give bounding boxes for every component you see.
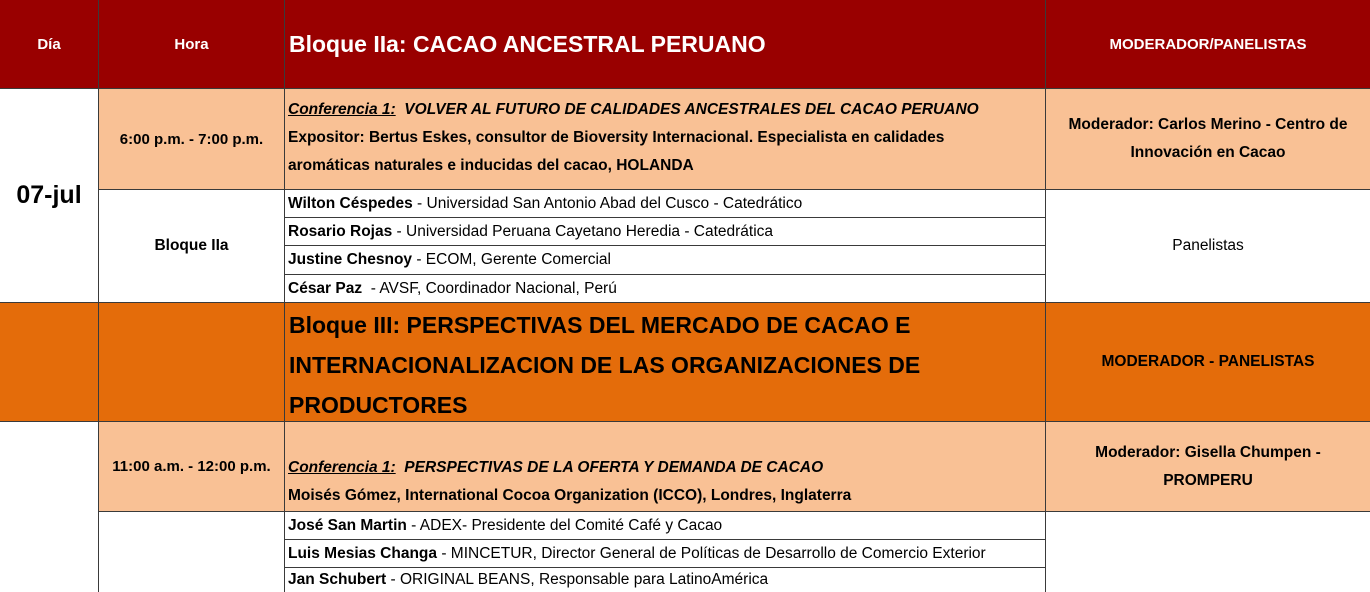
conference-speaker: Expositor: Bertus Eskes, consultor de Bioversity Internacional. Especialista en calidades — [288, 129, 945, 146]
panelist-name: César Paz — [288, 279, 367, 297]
panelist-name: Wilton Céspedes — [288, 194, 413, 212]
panelist-detail: - Universidad Peruana Cayetano Heredia - Catedrática — [392, 222, 774, 240]
header-block-title: Bloque IIa: CACAO ANCESTRAL PERUANO — [285, 0, 1046, 89]
panelist-name: Luis Mesias Changa — [288, 544, 438, 562]
panelist-name: Justine Chesnoy — [288, 251, 413, 268]
header-time: Hora — [99, 0, 285, 89]
block3-title: Bloque III: PERSPECTIVAS DEL MERCADO DE CACAO E INTERNACIONALIZACION DE LAS ORGANIZACIONES DE PRODUCTORES — [285, 303, 1046, 422]
panelist-detail: - Universidad San Antonio Abad del Cusco - Catedrático — [412, 194, 803, 212]
conference-label: Conferencia 1: — [288, 101, 396, 118]
panel-role: Panelistas — [1046, 190, 1370, 303]
panelist-name: Rosario Rojas — [288, 222, 393, 240]
block3-panel-role — [1046, 512, 1370, 592]
block3-panel-label — [99, 512, 285, 592]
panelist-row — [285, 512, 1046, 540]
block3-time-blank — [99, 303, 285, 422]
header-moderator: MODERADOR/PANELISTAS — [1046, 0, 1370, 89]
panelist-row — [285, 275, 1046, 303]
panel-block-label: Bloque IIa — [99, 190, 285, 303]
day-label: 07-jul — [0, 89, 99, 303]
panelist-detail: - AVSF, Coordinador Nacional, Perú — [366, 279, 617, 297]
panelist-detail: - ADEX- Presidente del Comité Café y Cacao — [406, 516, 723, 534]
panelist-row — [285, 246, 1046, 275]
conference-description — [285, 89, 1046, 190]
block3-day — [0, 422, 99, 592]
block3-day-blank — [0, 303, 99, 422]
header-day: Día — [0, 0, 99, 89]
block3-conference-speaker: Moisés Gómez, International Cocoa Organization (ICCO), Londres, Inglaterra — [288, 487, 852, 504]
block3-moderator: Moderador: Gisella Chumpen - PROMPERU — [1046, 422, 1370, 512]
conference-title: VOLVER AL FUTURO DE CALIDADES ANCESTRALES DEL CACAO PERUANO — [404, 101, 979, 118]
panelist-row — [285, 218, 1046, 246]
panelist-row — [285, 540, 1046, 568]
block3-conference-label: Conferencia 1: — [288, 459, 396, 476]
block3-conference-time: 11:00 a.m. - 12:00 p.m. — [99, 422, 285, 512]
panelist-row — [285, 190, 1046, 218]
conference-time: 6:00 p.m. - 7:00 p.m. — [99, 89, 285, 190]
panelist-row — [285, 568, 1046, 592]
block3-moderator-header: MODERADOR - PANELISTAS — [1046, 303, 1370, 422]
conference-moderator: Moderador: Carlos Merino - Centro de Innovación en Cacao — [1046, 89, 1370, 190]
block3-conference-description — [285, 422, 1046, 512]
panelist-detail: - ECOM, Gerente Comercial — [412, 251, 611, 268]
panelist-name: José San Martin — [288, 516, 407, 534]
panelist-name: Jan Schubert — [288, 571, 387, 588]
block3-conference-title: PERSPECTIVAS DE LA OFERTA Y DEMANDA DE CACAO — [404, 459, 824, 476]
panelist-detail: - MINCETUR, Director General de Políticas de Desarrollo de Comercio Exterior — [437, 544, 986, 562]
conference-speaker-cont: aromáticas naturales e inducidas del cacao, HOLANDA — [288, 157, 694, 174]
panelist-detail: - ORIGINAL BEANS, Responsable para LatinoAmérica — [386, 571, 769, 588]
